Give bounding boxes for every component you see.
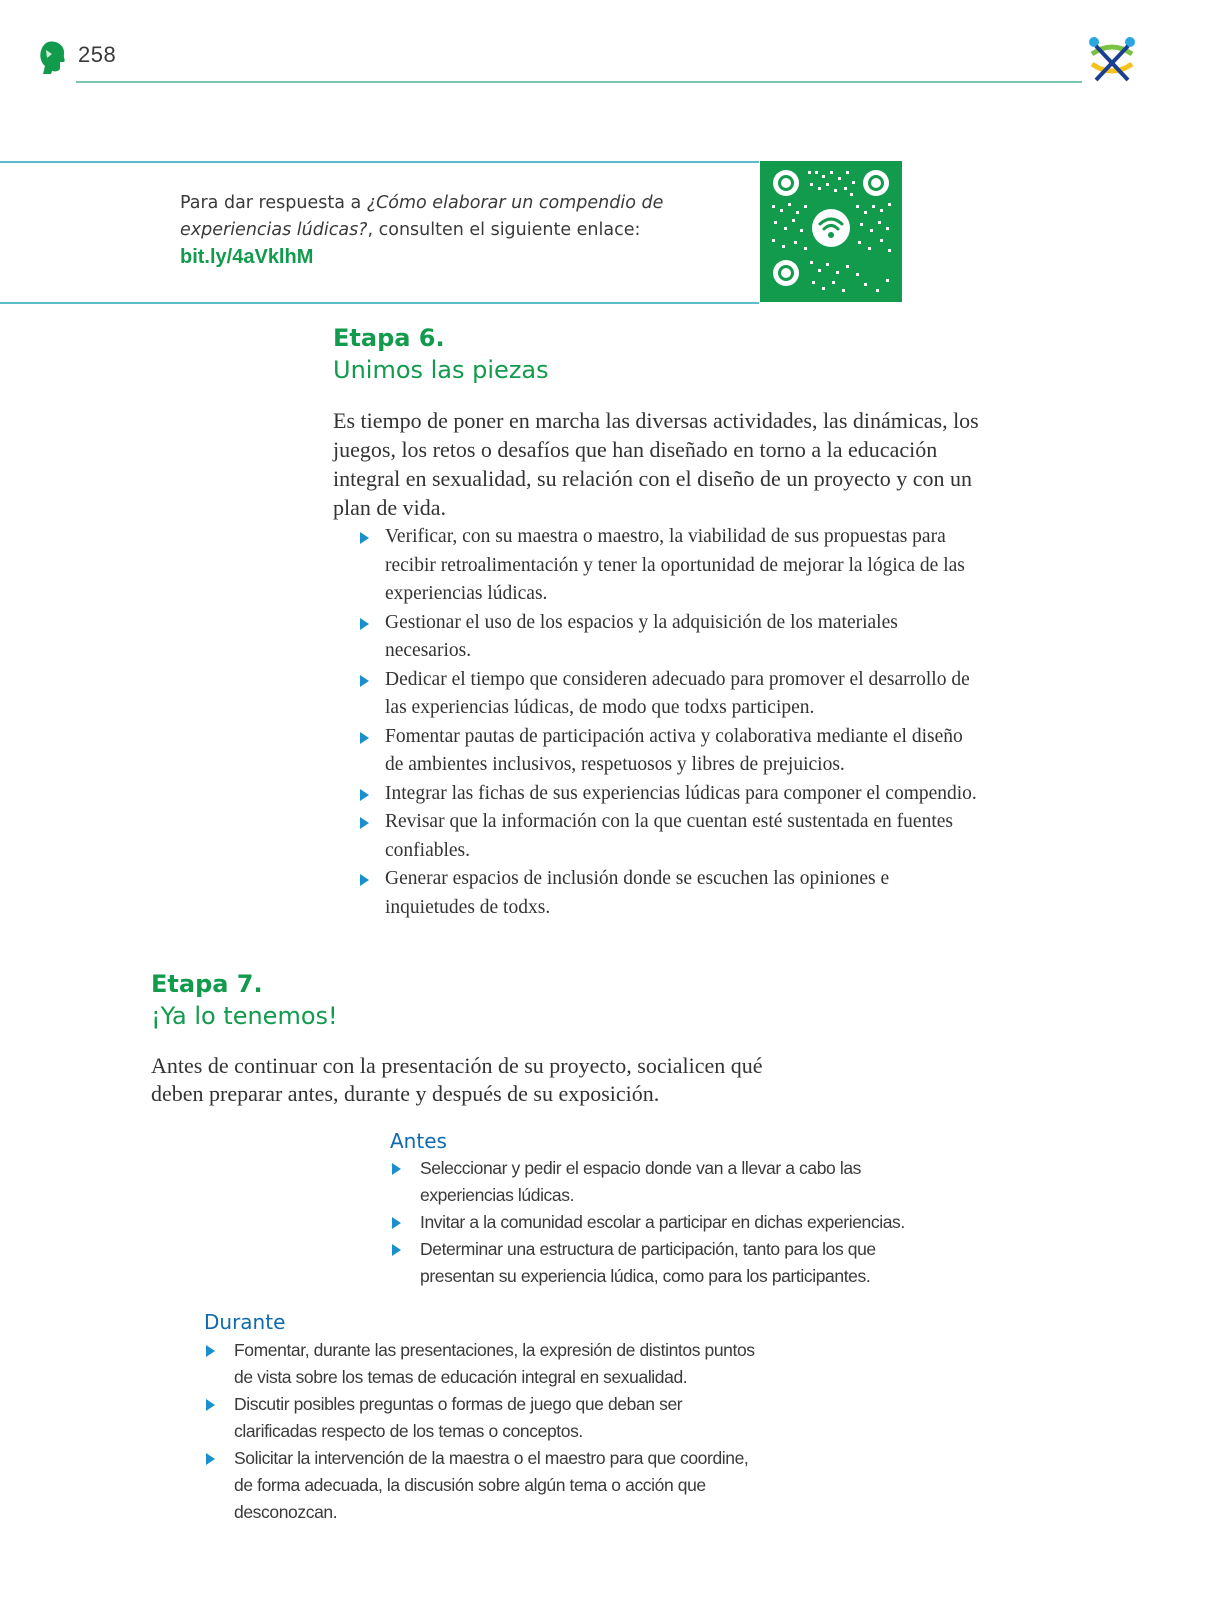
- page-number: 258: [78, 42, 117, 67]
- list-item-text: Discutir posibles preguntas o formas de juego que deban ser clarificadas respecto de los temas o conceptos.: [234, 1394, 683, 1441]
- etapa6-intro: Es tiempo de poner en marcha las diversas actividades, las dinámicas, los juegos, los retos o desafíos que han diseñado en torno a la educación integral en sexualidad, su relación con el diseño de un proyecto y con un plan de vida.: [333, 408, 979, 520]
- etapa7-title: ¡Ya lo tenemos!: [151, 1002, 338, 1030]
- list-item: [360, 523, 980, 609]
- etapa6-list: [360, 523, 980, 922]
- list-item-text: Dedicar el tiempo que consideren adecuado para promover el desarrollo de las experiencias lúdicas, de modo que todxs participen.: [385, 668, 970, 718]
- triangle-bullet-icon: [360, 732, 369, 744]
- antes-heading: Antes: [390, 1129, 447, 1153]
- triangle-bullet-icon: [206, 1399, 215, 1411]
- etapa7-intro: Antes de continuar con la presentación de su proyecto, socialicen qué deben preparar antes, durante y después de su exposición.: [151, 1053, 763, 1106]
- triangle-bullet-icon: [360, 675, 369, 687]
- triangle-bullet-icon: [392, 1217, 401, 1229]
- list-item: [360, 609, 980, 666]
- list-item: [206, 1445, 766, 1526]
- triangle-bullet-icon: [206, 1453, 215, 1465]
- etapa6-heading: [333, 322, 833, 386]
- green-head-logo-icon: [38, 40, 68, 74]
- durante-heading: Durante: [204, 1310, 286, 1334]
- list-item-text: Fomentar pautas de participación activa y colaborativa mediante el diseño de ambientes inclusivos, respetuosos y libres de prejuicios.: [385, 725, 963, 775]
- colored-figure-icon: [1086, 34, 1138, 84]
- list-item-text: Verificar, con su maestra o maestro, la viabilidad de sus propuestas para recibir retroalimentación y tener la oportunidad de mejorar la lógica de las experiencias lúdicas.: [385, 526, 965, 604]
- antes-list: [392, 1155, 932, 1290]
- list-item-text: Generar espacios de inclusión donde se escuchen las opiniones e inquietudes de todxs.: [385, 868, 890, 918]
- list-item-text: Revisar que la información con la que cuentan esté sustentada en fuentes confiables.: [385, 811, 953, 861]
- qr-code-icon[interactable]: [760, 161, 902, 302]
- list-item: [392, 1236, 932, 1290]
- list-item: [360, 780, 980, 809]
- triangle-bullet-icon: [360, 817, 369, 829]
- triangle-bullet-icon: [360, 874, 369, 886]
- list-item-text: Invitar a la comunidad escolar a participar en dichas experiencias.: [420, 1212, 905, 1232]
- list-item: [360, 666, 980, 723]
- list-item: [392, 1155, 932, 1209]
- list-item: [206, 1391, 766, 1445]
- triangle-bullet-icon: [206, 1345, 215, 1357]
- triangle-bullet-icon: [360, 618, 369, 630]
- list-item: [206, 1337, 766, 1391]
- etapa7-heading: [151, 968, 551, 1032]
- callout-question: ¿Cómo elaborar un compendio de experiencias lúdicas?: [180, 193, 664, 240]
- etapa6-title: Unimos las piezas: [333, 356, 549, 384]
- callout-text-after: , consulten el siguiente enlace:: [367, 220, 641, 240]
- list-item-text: Determinar una estructura de participación, tanto para los que presentan su experiencia lúdica, como para los participantes.: [420, 1239, 876, 1286]
- triangle-bullet-icon: [392, 1244, 401, 1256]
- list-item-text: Integrar las fichas de sus experiencias lúdicas para componer el compendio.: [385, 782, 977, 804]
- etapa7-number: Etapa 7.: [151, 970, 263, 998]
- callout-text-before: Para dar respuesta a: [180, 193, 367, 213]
- triangle-bullet-icon: [392, 1163, 401, 1175]
- list-item: [360, 723, 980, 780]
- list-item-text: Fomentar, durante las presentaciones, la expresión de distintos puntos de vista sobre los temas de educación integral en sexualidad.: [234, 1340, 755, 1387]
- list-item-text: Gestionar el uso de los espacios y la adquisición de los materiales necesarios.: [385, 611, 898, 661]
- list-item-text: Solicitar la intervención de la maestra o el maestro para que coordine, de forma adecuada, la discusión sobre algún tema o acción que desconozcan.: [234, 1448, 749, 1522]
- list-item: [392, 1209, 932, 1236]
- header-rule: [76, 81, 1082, 83]
- list-item: [360, 865, 980, 922]
- durante-list: [206, 1337, 766, 1526]
- resource-link[interactable]: bit.ly/4aVklhM: [180, 246, 314, 268]
- list-item: [360, 808, 980, 865]
- triangle-bullet-icon: [360, 532, 369, 544]
- list-item-text: Seleccionar y pedir el espacio donde van a llevar a cabo las experiencias lúdicas.: [420, 1158, 862, 1205]
- link-callout-text: [180, 190, 740, 271]
- etapa6-number: Etapa 6.: [333, 324, 445, 352]
- triangle-bullet-icon: [360, 789, 369, 801]
